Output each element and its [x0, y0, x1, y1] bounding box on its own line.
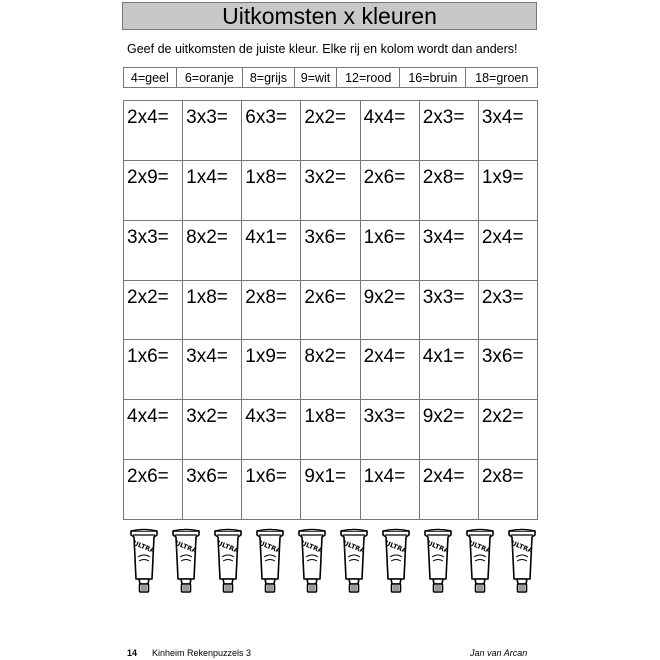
grid-cell[interactable]: 4x1=: [419, 340, 478, 400]
grid-cell[interactable]: 3x3=: [360, 400, 419, 460]
page-number: 14: [127, 648, 138, 658]
tube-label: ULTRA: [467, 539, 493, 555]
grid-cell[interactable]: 1x6=: [360, 220, 419, 280]
grid-cell[interactable]: 9x2=: [360, 280, 419, 340]
grid-cell[interactable]: 2x4=: [360, 340, 419, 400]
paint-tube-icon: [338, 527, 370, 593]
grid-cell[interactable]: 1x4=: [183, 160, 242, 220]
legend-item: 9=wit: [294, 68, 336, 88]
grid-cell[interactable]: 9x2=: [419, 400, 478, 460]
paint-tube-icon: [128, 527, 160, 593]
tube-label: ULTRA: [257, 539, 283, 555]
grid-cell[interactable]: 4x3=: [242, 400, 301, 460]
grid-cell[interactable]: 3x4=: [419, 220, 478, 280]
grid-cell[interactable]: 2x8=: [478, 460, 537, 520]
tube-label: ULTRA: [509, 539, 535, 555]
grid-cell[interactable]: 3x4=: [183, 340, 242, 400]
grid-cell[interactable]: 2x3=: [419, 101, 478, 161]
grid-cell[interactable]: 2x2=: [478, 400, 537, 460]
grid-cell[interactable]: 2x8=: [419, 160, 478, 220]
legend-item: 4=geel: [124, 68, 177, 88]
grid-cell[interactable]: 2x9=: [124, 160, 183, 220]
grid-cell[interactable]: 1x6=: [242, 460, 301, 520]
grid-cell[interactable]: 1x4=: [360, 460, 419, 520]
grid-cell[interactable]: 2x6=: [301, 280, 360, 340]
paint-tube-icon: [422, 527, 454, 593]
grid-cell[interactable]: 2x4=: [124, 101, 183, 161]
grid-cell[interactable]: 3x6=: [183, 460, 242, 520]
grid-cell[interactable]: 8x2=: [183, 220, 242, 280]
paint-tubes-row: [128, 527, 538, 593]
grid-cell[interactable]: 1x9=: [478, 160, 537, 220]
tube-label: ULTRA: [215, 539, 241, 555]
tube-label: ULTRA: [173, 539, 199, 555]
grid-cell[interactable]: 1x9=: [242, 340, 301, 400]
paint-tube-icon: [212, 527, 244, 593]
paint-tube-icon: [170, 527, 202, 593]
book-title: Kinheim Rekenpuzzels 3: [152, 648, 252, 658]
page-title: Uitkomsten x kleuren: [122, 2, 537, 30]
legend-item: 6=oranje: [176, 68, 242, 88]
legend-item: 16=bruin: [400, 68, 466, 88]
grid-cell[interactable]: 2x6=: [360, 160, 419, 220]
grid-cell[interactable]: 3x4=: [478, 101, 537, 161]
grid-cell[interactable]: 4x4=: [124, 400, 183, 460]
grid-cell[interactable]: 2x6=: [124, 460, 183, 520]
grid-cell[interactable]: 1x8=: [183, 280, 242, 340]
grid-cell[interactable]: 8x2=: [301, 340, 360, 400]
instruction-text: Geef de uitkomsten de juiste kleur. Elke rij en kolom wordt dan anders!: [127, 42, 518, 56]
paint-tube-icon: [464, 527, 496, 593]
tube-label: ULTRA: [299, 539, 325, 555]
grid-cell[interactable]: 6x3=: [242, 101, 301, 161]
author-name: Jan van Arcan: [470, 648, 528, 658]
grid-cell[interactable]: 1x6=: [124, 340, 183, 400]
paint-tube-icon: [506, 527, 538, 593]
grid-cell[interactable]: 2x8=: [242, 280, 301, 340]
grid-cell[interactable]: 2x4=: [419, 460, 478, 520]
legend-item: 18=groen: [466, 68, 538, 88]
paint-tube-icon: [254, 527, 286, 593]
grid-cell[interactable]: 3x3=: [419, 280, 478, 340]
grid-cell[interactable]: 3x2=: [183, 400, 242, 460]
legend-item: 12=rood: [337, 68, 400, 88]
grid-cell[interactable]: 3x3=: [124, 220, 183, 280]
grid-cell[interactable]: 4x4=: [360, 101, 419, 161]
tube-label: ULTRA: [383, 539, 409, 555]
grid-cell[interactable]: 3x3=: [183, 101, 242, 161]
color-legend: [123, 67, 538, 88]
tube-label: ULTRA: [341, 539, 367, 555]
grid-cell[interactable]: 3x2=: [301, 160, 360, 220]
grid-cell[interactable]: 1x8=: [301, 400, 360, 460]
paint-tube-icon: [380, 527, 412, 593]
grid-cell[interactable]: 2x2=: [301, 101, 360, 161]
tube-label: ULTRA: [425, 539, 451, 555]
legend-item: 8=grijs: [243, 68, 295, 88]
grid-cell[interactable]: 3x6=: [301, 220, 360, 280]
grid-cell[interactable]: 9x1=: [301, 460, 360, 520]
grid-cell[interactable]: 2x4=: [478, 220, 537, 280]
grid-cell[interactable]: 1x8=: [242, 160, 301, 220]
grid-cell[interactable]: 2x3=: [478, 280, 537, 340]
grid-cell[interactable]: 4x1=: [242, 220, 301, 280]
paint-tube-icon: [296, 527, 328, 593]
tube-label: ULTRA: [131, 539, 157, 555]
grid-cell[interactable]: 2x2=: [124, 280, 183, 340]
puzzle-grid: [123, 100, 538, 520]
grid-cell[interactable]: 3x6=: [478, 340, 537, 400]
